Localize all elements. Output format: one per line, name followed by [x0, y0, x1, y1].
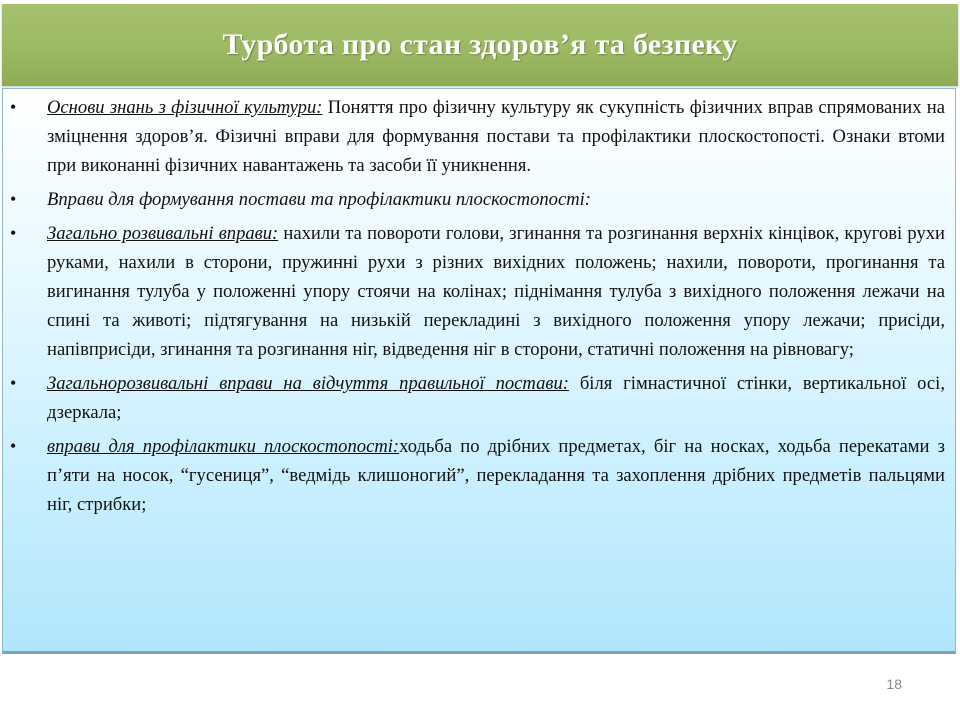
bullet-text: біля гімнастичної стінки, вертикальної осі, дзеркала; — [47, 373, 945, 423]
bullet-lead: Вправи для формування постави та профілактики плоскостопості: — [47, 189, 591, 210]
bullet-item — [3, 369, 945, 427]
bullet-dot-icon: • — [10, 189, 17, 209]
bullet-item — [3, 185, 945, 214]
bullet-dot-icon: • — [10, 223, 17, 243]
title-bar — [2, 4, 958, 86]
bullet-lead: Основи знань з фізичної культури: — [47, 97, 323, 118]
bullet-text: ходьба по дрібних предметах, біг на носках, ходьба перекатами з п’яти на носок, “гусениця”, “ведмідь клишоногий”, перекладання та захоплення дрібних предметів пальцями ніг, стрибки; — [47, 436, 945, 515]
bullet-dot-icon: • — [10, 436, 17, 456]
bullet-item — [3, 219, 945, 364]
bullet-item — [3, 93, 945, 180]
bullet-lead: вправи для профілактики плоскостопості: — [47, 436, 400, 457]
bullet-text: нахили та повороти голови, згинання та розгинання верхніх кінцівок, кругові рухи руками, нахили в сторони, пружинні рухи з різних вихідних положень; нахили, повороти, прогинання та вигинання тулуба у положенні упору стоячи на колінах; піднімання тулуба з вихідного положення лежачи на спині та животі; підтягування на низькій перекладині з вихідного положення упору лежачи; присіди, напівприсіди, згинання та розгинання ніг, відведення ніг в сторони, статичні положення на рівновагу; — [47, 223, 946, 360]
bullet-text: Поняття про фізичну культуру як сукупність фізичних вправ спрямованих на зміцнення здоров’я. Фізичні вправи для формування постави та профілактики плоскостопості. Ознаки втоми при виконанні фізичних навантажень та засоби її уникнення. — [47, 97, 945, 176]
bullet-item — [3, 432, 945, 519]
bullet-list — [3, 89, 955, 519]
bullet-lead: Загально розвивальні вправи: — [47, 223, 279, 244]
content-box — [2, 88, 956, 654]
slide-title: Турбота про стан здоров’я та безпеку — [222, 28, 738, 61]
slide-number: 18 — [886, 676, 902, 692]
bullet-lead: Загальнорозвивальні вправи на відчуття правильної постави: — [47, 373, 569, 394]
bullet-dot-icon: • — [10, 97, 17, 117]
bullet-dot-icon: • — [10, 373, 17, 393]
